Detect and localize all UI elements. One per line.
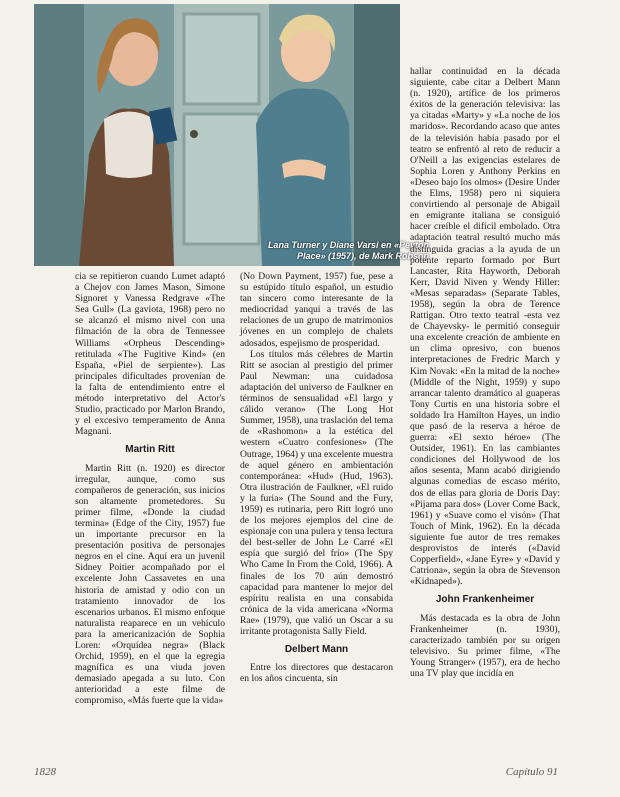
article-column-1	[75, 271, 225, 707]
paragraph-ritt: Martin Ritt (n. 1920) es director irregular, aunque, como sus compañeros de generación, sus inicios son altamente prometedores. Su primer filme, «Donde la ciudad termina» (Edge of the City, 1957) fue un importante precursor en la presentación positiva de personajes negros en el cine. Aquí era un juvenil Sidney Poitier acompañado por el excelente John Cassavetes en una historia de amistad y odio con un tratamiento innovador de los escenarios urbanos. El mismo enfoque naturalista reaparece en un vehículo para la americanización de Sophia Loren: «Orquídea negra» (Black Orchid, 1959), en el que la egregia magnífica es una viuda joven demasiado apegada a su luto. Con anterioridad a este filme de compromiso, «Más fuerte que la vida»	[75, 462, 225, 707]
paragraph-ritt-continued: (No Down Payment, 1957) fue, pese a su estúpido título español, un estudio tan sincero como interesante de la mediocridad yanqui a través de las relaciones de un grupo de matrimonios jóvenes en un complejo de chalets adosados, espejismo de prosperidad.	[240, 271, 393, 349]
section-heading-ritt: Martin Ritt	[125, 444, 175, 456]
section-heading-frankenheimer: John Frankenheimer	[435, 594, 535, 606]
chapter-label: Capítulo 91	[505, 766, 558, 778]
film-still-illustration	[34, 4, 400, 266]
paragraph-mann: Entre los directores que destacaron en los años cincuenta, sin	[240, 662, 393, 685]
film-still-photo	[34, 4, 429, 266]
paragraph-ritt-newman: Los títulos más célebres de Martin Ritt se asocian al prestigio del primer Paul Newman: una cuidadosa adaptación del universo de Faulkner en términos de sensualidad «El largo y cálido verano» (The Long Hot Summer, 1958), una traslación del tema de «Rashomon» a la estética del western «Cuatro confesiones» (The Outrage, 1964) y una excelente muestra de aquel género en ambientación contemporánea: «Hud» (Hud, 1963). Otra ilustración de Faulkner, «El ruido y la furia» (The Sound and the Fury, 1959) es rutinaria, pero Ritt logró uno de los mejores ejemplos del cine de espionaje con una pulera y tensa lectura del best-seller de John Le Carré «El espía que surgió del frío» (The Spy Who Came In From the Cold, 1966). A finales de los 70 aún demostró capacidad para mantener lo mejor del espíritu realista en una consabida crónica de la vida americana «Norma Rae» (1979), que valió un Oscar a su irritante protagonista Sally Field.	[240, 348, 393, 637]
section-heading-mann: Delbert Mann	[284, 644, 349, 656]
paragraph-frankenheimer: Más destacada es la obra de John Frankenheimer (n. 1930), caracterizado también por su origen televisivo. Su primer filme, «The Young Stranger» (1957), era de hecho una TV play que incidía en	[410, 612, 560, 679]
page-number: 1828	[34, 766, 56, 778]
paragraph-lumet-continued: cia se repitieron cuando Lumet adaptó a Chejov con James Mason, Simone Signoret y Vanessa Redgrave «The Sea Gull» (La gaviota, 1968) pero no se alcanzó el mismo nivel con una filmación de la obra de Tennessee Williams «Orpheus Descending» retitulada «The Fugitive Kind» (en España, «Piel de serpiente»). Las principales dificultades provenían de la falta de entendimiento entre el método interpretativo del Actor's Studio, practicado por Marlon Brando, y el excesivo temperamento de Anna Magnani.	[75, 271, 225, 438]
article-column-3	[410, 66, 560, 679]
photo-caption: Lana Turner y Diane Varsi en «Peyton Place» (1957), de Mark Robson	[267, 240, 429, 261]
paragraph-mann-continued: hallar continuidad en la década siguiente, cabe citar a Delbert Mann (n. 1920), artífice de los primeros éxitos de la generación televisiva: las ya citadas «Marty» y «La noche de los maridos». Recordando acaso que antes de la televisión había pasado por el teatro se enfrentó al reto de reducir a O'Neill a las exigencias estelares de Sophia Loren y Anthony Perkins en «Deseo bajo los olmos» (Desire Under the Elms, 1958) pero ni siquiera convirtiendo al personaje de Abigail en emigrante italiana se consiguió hacer creíble el difícil embolado. Otra adaptación teatral resultó mucho más distinguida gracias a la ayuda de un potente reparto formado por Burt Lancaster, Rita Hayworth, Deborah Kerr, David Niven y Wendy Hiller: «Mesas separadas» (Separate Tables, 1958), según la obra de Terence Rattigan. Otro texto teatral -esta vez de Chayevsky- le permitió conseguir una excelente creación de ambiente en un clima opresivo, con buenos interpretaciones de Fredric March y Kim Novak: «En la mitad de la noche» (Middle of the Night, 1959) y supo arrancar talento dramático al guaperas Tony Curtis en una historia sobre el soldado Ira Hamilton Hayes, un indio que pasó de la reserva a héroe de guerra: «El sexto héroe» (The Outsider, 1961). En las cambiantes condiciones del Hollywood de los años sesenta, Mann acabó dirigiendo algunas comedias de escaso mérito, dos de ellas para gloria de Doris Day: «Pijama para dos» (Lover Come Back, 1961) y «Suave como el visón» (That Touch of Mink, 1962). En la década siguiente fue autor de tres remakes desprovistos de interés («David Copperfield», «Jane Eyre» y «David y Catriona», según la obra de Stevenson «Kidnaped»).	[410, 66, 560, 588]
article-column-2	[240, 271, 393, 684]
